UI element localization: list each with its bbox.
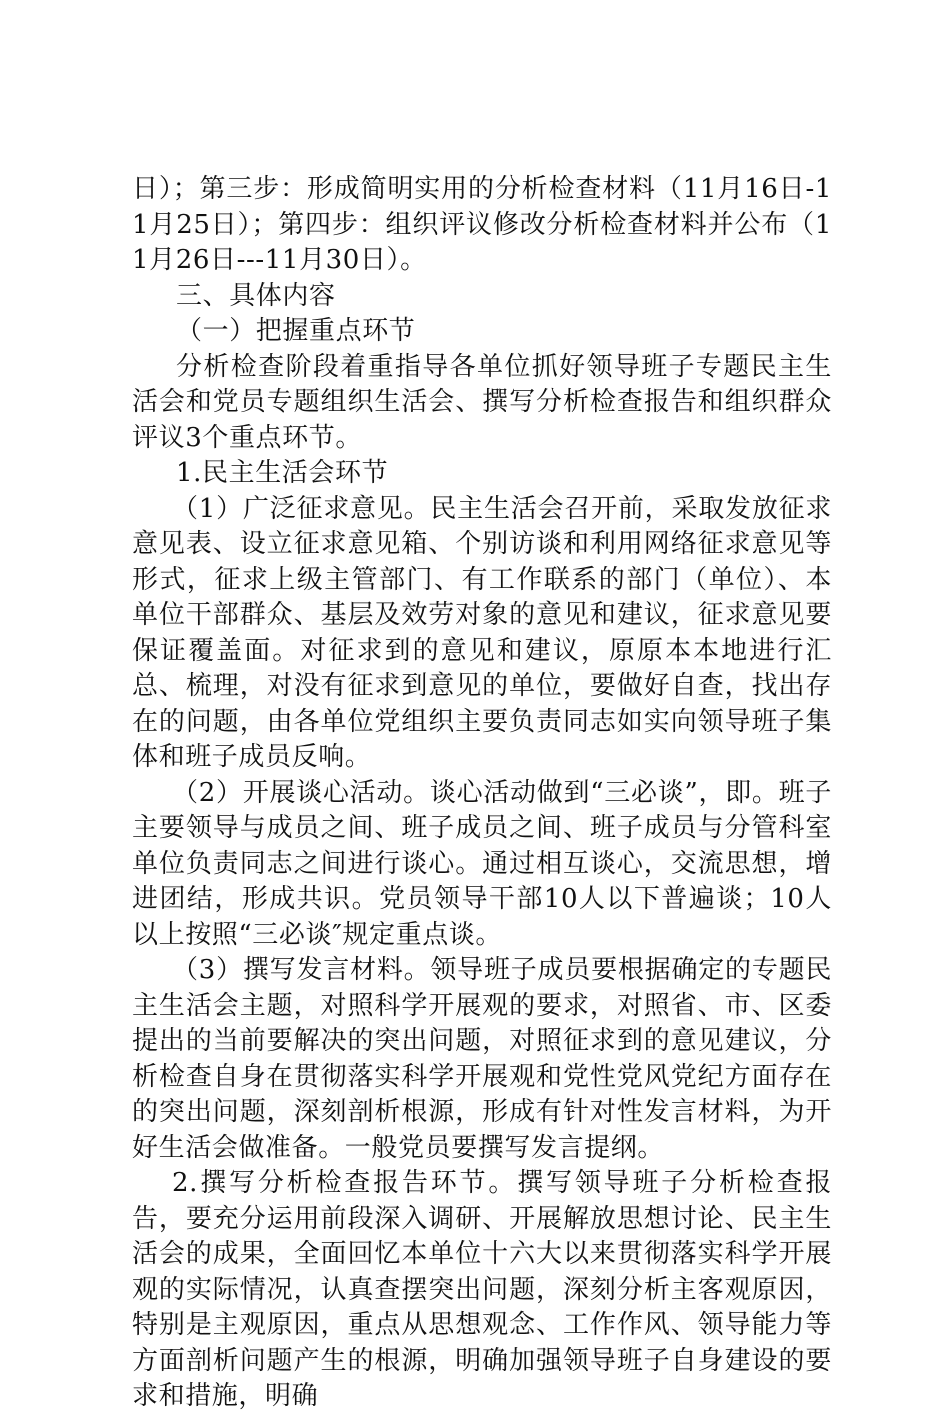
item-heading-democratic-life-meeting: 1.民主生活会环节: [176, 458, 389, 488]
paragraph-schedule-continued: 日）；第三步：形成简明实用的分析检查材料（11月16日-11月25日）；第四步：组织评议修改分析检查材料并公布（11月26日---11月30日）。: [132, 174, 832, 275]
paragraph-solicit-opinions: （1）广泛征求意见。民主生活会召开前，采取发放征求意见表、设立征求意见箱、个别访谈和利用网络征求意见等形式，征求上级主管部门、有工作联系的部门（单位）、本单位干部群众、基层及效劳对象的意见和建议，征求意见要保证覆盖面。对征求到的意见和建议，原原本本地进行汇总、梳理，对没有征求到意见的单位，要做好自查，找出存在的问题，由各单位党组织主要负责同志如实向领导班子集体和班子成员反响。: [132, 493, 832, 772]
paragraph-heart-to-heart-talks: （2）开展谈心活动。谈心活动做到“三必谈”，即。班子主要领导与成员之间、班子成员之间、班子成员与分管科室单位负责同志之间进行谈心。通过相互谈心，交流思想，增进团结，形成共识。党员领导干部10人以下普遍谈；10人以上按照“三必谈″规定重点谈。: [132, 777, 832, 950]
paragraph-analysis-report: 2.撰写分析检查报告环节。撰写领导班子分析检查报告，要充分运用前段深入调研、开展解放思想讨论、民主生活会的成果，全面回忆本单位十六大以来贯彻落实科学开展观的实际情况，认真查摆突出问题，深刻分析主客观原因，特别是主观原因，重点从思想观念、工作作风、领导能力等方面剖析问题产生的根源，明确加强领导班子自身建设的要求和措施，明确: [132, 1168, 832, 1411]
paragraph-key-links-overview: 分析检查阶段着重指导各单位抓好领导班子专题民主生活会和党员专题组织生活会、撰写分析检查报告和组织群众评议3个重点环节。: [132, 351, 832, 453]
subsection-heading-key-links: （一）把握重点环节: [176, 316, 416, 346]
section-heading-specific-content: 三、具体内容: [176, 280, 336, 311]
document-body: [132, 172, 832, 1415]
paragraph-write-speech-materials: （3）撰写发言材料。领导班子成员要根据确定的专题民主生活会主题，对照科学开展观的要求，对照省、市、区委提出的当前要解决的突出问题，对照征求到的意见建议，分析检查自身在贯彻落实科学开展观和党性党风党纪方面存在的突出问题，深刻剖析根源，形成有针对性发言材料，为开好生活会做准备。一般党员要撰写发言提纲。: [132, 955, 832, 1163]
